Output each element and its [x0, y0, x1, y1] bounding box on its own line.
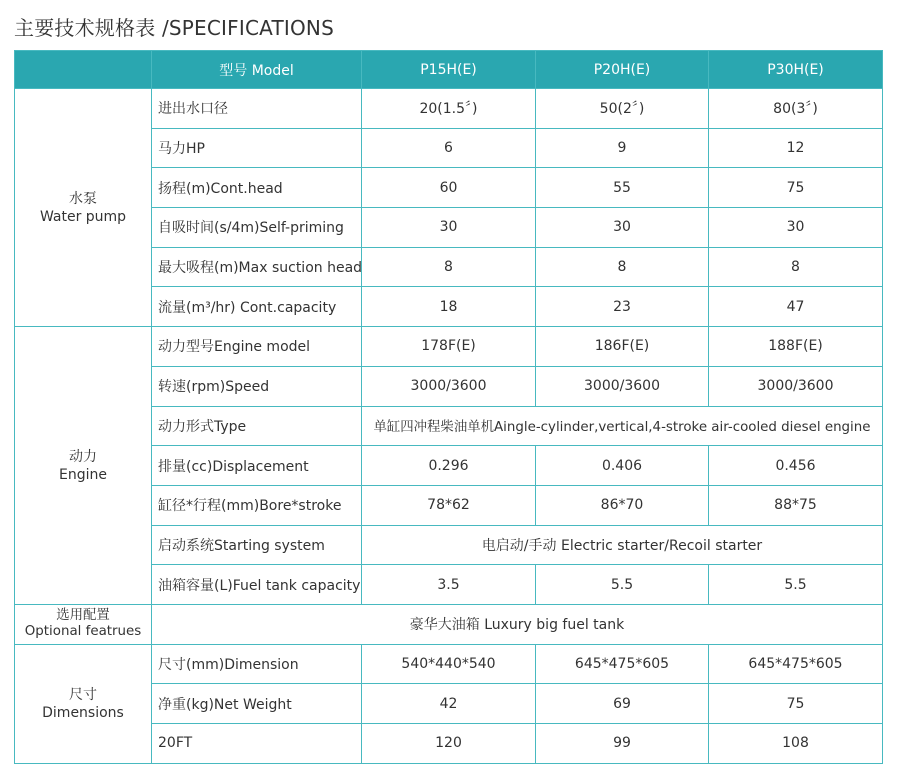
- page-title: 主要技术规格表 /SPECIFICATIONS: [14, 16, 334, 40]
- value-cell: 8: [362, 247, 536, 287]
- group-label-cn: 水泵: [69, 190, 97, 207]
- param-label: 扬程(m)Cont.head: [152, 168, 362, 208]
- param-label: 马力HP: [152, 128, 362, 168]
- value-cell: 78*62: [362, 485, 536, 525]
- value-cell: 5.5: [536, 565, 709, 605]
- param-label: 动力形式Type: [152, 406, 362, 446]
- table-header-row: [15, 51, 883, 89]
- value-cell: 75: [709, 168, 883, 208]
- value-cell: 0.296: [362, 446, 536, 486]
- value-cell: 30: [362, 208, 536, 248]
- value-cell: 60: [362, 168, 536, 208]
- value-cell: 20(1.5〞): [362, 89, 536, 129]
- value-cell: 645*475*605: [536, 644, 709, 684]
- header-blank-cell: [15, 51, 152, 89]
- value-cell: 42: [362, 684, 536, 724]
- header-model-p20h: P20H(E): [536, 51, 709, 89]
- param-label: 进出水口径: [152, 89, 362, 129]
- param-label: 20FT: [152, 724, 362, 764]
- optional-features-value: 豪华大油箱 Luxury big fuel tank: [152, 604, 883, 644]
- value-cell: 8: [709, 247, 883, 287]
- value-cell: 178F(E): [362, 327, 536, 367]
- table-row: [15, 604, 883, 644]
- value-cell: 120: [362, 724, 536, 764]
- param-label: 排量(cc)Displacement: [152, 446, 362, 486]
- value-cell: 9: [536, 128, 709, 168]
- header-model-p15h: P15H(E): [362, 51, 536, 89]
- value-cell: 108: [709, 724, 883, 764]
- value-cell: 645*475*605: [709, 644, 883, 684]
- table-row: [15, 327, 883, 367]
- value-cell: 3000/3600: [362, 366, 536, 406]
- param-label: 动力型号Engine model: [152, 327, 362, 367]
- param-label: 转速(rpm)Speed: [152, 366, 362, 406]
- value-cell: 6: [362, 128, 536, 168]
- specifications-table: [14, 50, 883, 764]
- param-label: 启动系统Starting system: [152, 525, 362, 565]
- group-label-cn: 尺寸: [69, 686, 97, 703]
- value-cell: 69: [536, 684, 709, 724]
- group-dimensions: [15, 644, 152, 763]
- group-optional: [15, 604, 152, 644]
- header-model-p30h: P30H(E): [709, 51, 883, 89]
- value-cell: 50(2〞): [536, 89, 709, 129]
- value-cell: 8: [536, 247, 709, 287]
- value-cell: 3000/3600: [536, 366, 709, 406]
- value-cell: 0.456: [709, 446, 883, 486]
- value-cell: 47: [709, 287, 883, 327]
- group-label-en: Dimensions: [42, 704, 124, 721]
- value-cell: 86*70: [536, 485, 709, 525]
- param-label: 净重(kg)Net Weight: [152, 684, 362, 724]
- value-cell: 3.5: [362, 565, 536, 605]
- group-engine: [15, 327, 152, 605]
- starting-system-value: 电启动/手动 Electric starter/Recoil starter: [362, 525, 883, 565]
- value-cell: 18: [362, 287, 536, 327]
- value-cell: 12: [709, 128, 883, 168]
- value-cell: 30: [709, 208, 883, 248]
- value-cell: 188F(E): [709, 327, 883, 367]
- group-label-en: Optional featrues: [24, 624, 142, 640]
- value-cell: 186F(E): [536, 327, 709, 367]
- param-label: 缸径*行程(mm)Bore*stroke: [152, 485, 362, 525]
- param-label: 自吸时间(s/4m)Self-priming: [152, 208, 362, 248]
- value-cell: 540*440*540: [362, 644, 536, 684]
- value-cell: 80(3〞): [709, 89, 883, 129]
- value-cell: 55: [536, 168, 709, 208]
- value-cell: 30: [536, 208, 709, 248]
- group-label-en: Engine: [59, 466, 107, 483]
- header-model-label: 型号 Model: [152, 51, 362, 89]
- group-water-pump: [15, 89, 152, 327]
- param-label: 流量(m³/hr) Cont.capacity: [152, 287, 362, 327]
- value-cell: 88*75: [709, 485, 883, 525]
- engine-type-value: 单缸四冲程柴油单机Aingle-cylinder,vertical,4-stroke air-cooled diesel engine: [362, 406, 883, 446]
- param-label: 尺寸(mm)Dimension: [152, 644, 362, 684]
- table-row: [15, 89, 883, 129]
- value-cell: 0.406: [536, 446, 709, 486]
- param-label: 最大吸程(m)Max suction head: [152, 247, 362, 287]
- group-label-en: Water pump: [39, 208, 127, 225]
- value-cell: 3000/3600: [709, 366, 883, 406]
- group-label-cn: 选用配置: [56, 608, 110, 624]
- param-label: 油箱容量(L)Fuel tank capacity: [152, 565, 362, 605]
- value-cell: 23: [536, 287, 709, 327]
- table-row: [15, 644, 883, 684]
- value-cell: 5.5: [709, 565, 883, 605]
- value-cell: 99: [536, 724, 709, 764]
- group-label-cn: 动力: [69, 448, 97, 465]
- value-cell: 75: [709, 684, 883, 724]
